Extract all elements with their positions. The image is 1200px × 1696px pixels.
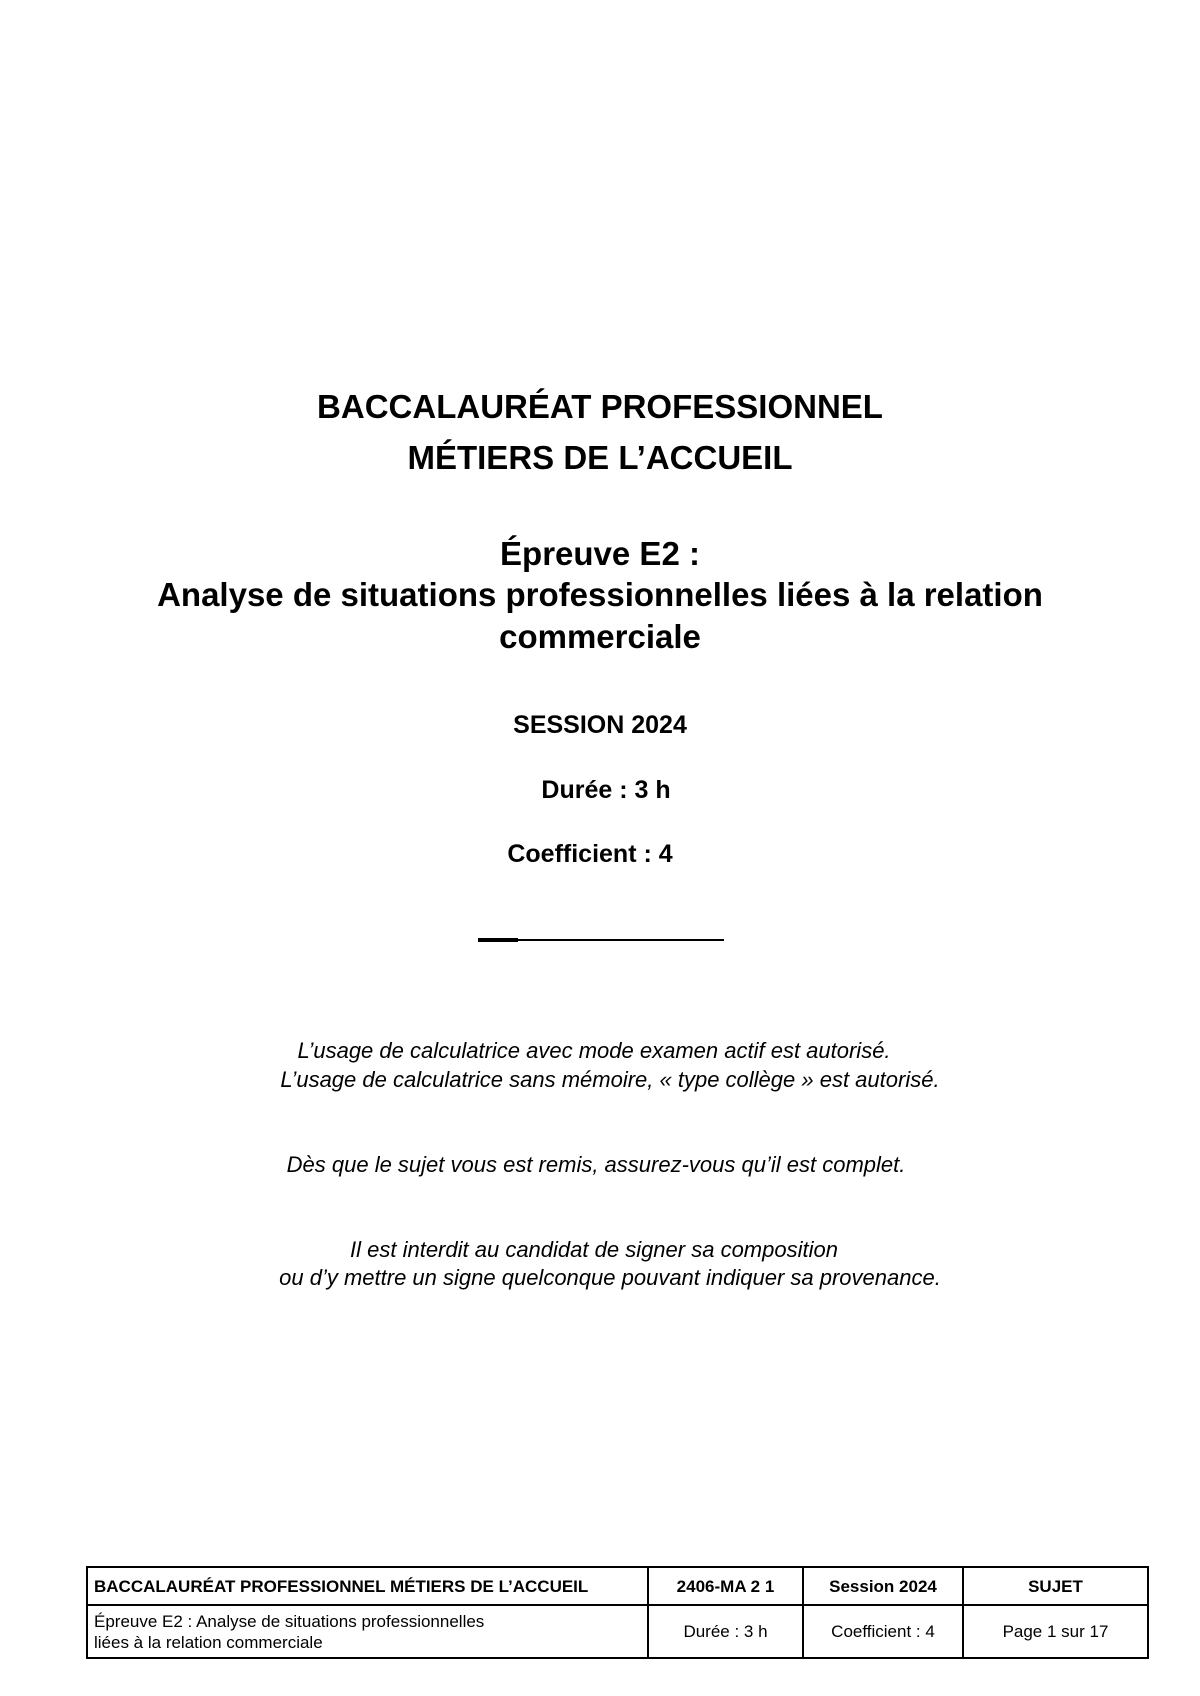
footer-session: Session 2024	[803, 1567, 963, 1605]
footer-epreuve-line2: liées à la relation commerciale	[94, 1632, 323, 1652]
footer-epreuve-line1: Épreuve E2 : Analyse de situations professionnelles	[94, 1611, 485, 1631]
exam-title: BACCALAURÉAT PROFESSIONNEL	[317, 388, 883, 425]
coefficient-label: Coefficient : 4	[507, 840, 673, 868]
duration-label: Durée : 3 h	[541, 776, 671, 804]
separator-line-accent	[478, 938, 518, 942]
exam-specialty: MÉTIERS DE L’ACCUEIL	[407, 439, 793, 476]
completeness-note: Dès que le sujet vous est remis, assurez-vous qu’il est complet.	[286, 1152, 906, 1177]
footer-doc-type: SUJET	[963, 1567, 1148, 1605]
calculator-note-2: L’usage de calculatrice sans mémoire, « type collège » est autorisé.	[280, 1067, 940, 1092]
epreuve-title-line2: commerciale	[499, 618, 701, 655]
footer-duration: Durée : 3 h	[648, 1605, 803, 1658]
footer-row-1	[87, 1567, 1148, 1605]
footer-subject-code: 2406-MA 2 1	[648, 1567, 803, 1605]
footer-row-2	[87, 1605, 1148, 1658]
signature-note-2: ou d’y mettre un signe quelconque pouvant indiquer sa provenance.	[279, 1265, 941, 1290]
footer-coefficient: Coefficient : 4	[803, 1605, 963, 1658]
calculator-note-1: L’usage de calculatrice avec mode examen actif est autorisé.	[297, 1038, 891, 1063]
epreuve-label: Épreuve E2 :	[500, 535, 700, 572]
footer-epreuve	[87, 1605, 648, 1658]
epreuve-title-line1: Analyse de situations professionnelles liées à la relation	[157, 576, 1043, 613]
signature-note-1: Il est interdit au candidat de signer sa composition	[350, 1237, 838, 1262]
session-label: SESSION 2024	[513, 711, 687, 739]
footer-exam-name: BACCALAURÉAT PROFESSIONNEL MÉTIERS DE L’ACCUEIL	[87, 1567, 648, 1605]
footer-table	[86, 1566, 1149, 1659]
footer-page-number: Page 1 sur 17	[963, 1605, 1148, 1658]
